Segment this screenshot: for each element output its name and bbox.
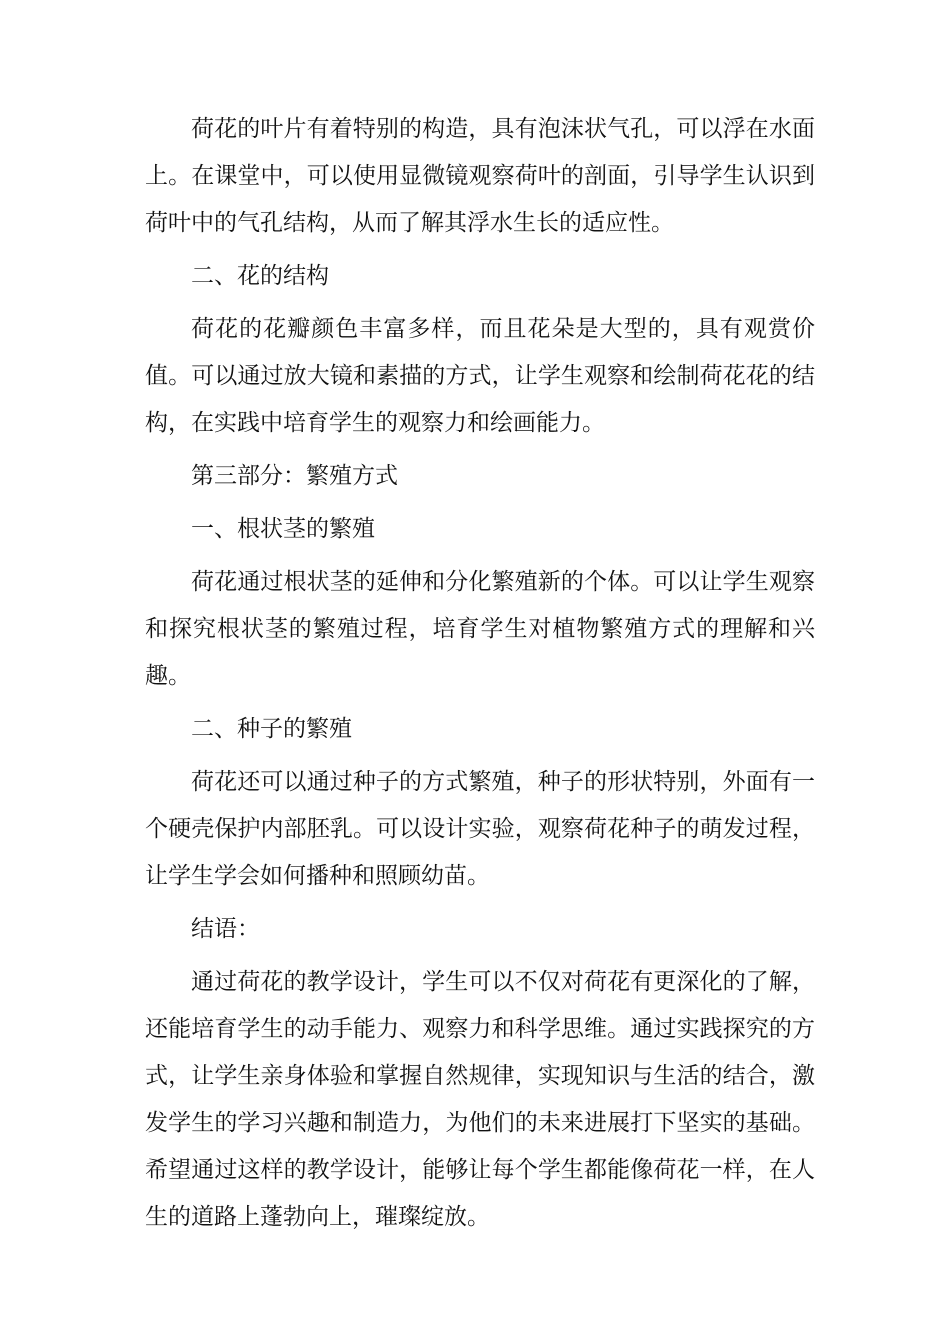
paragraph-flower-structure: 荷花的花瓣颜色丰富多样，而且花朵是大型的，具有观赏价值。可以通过放大镜和素描的方式，让学生观察和绘制荷花花的结构，在实践中培育学生的观察力和绘画能力。 xyxy=(145,316,815,436)
paragraph-leaf-structure: 荷花的叶片有着特别的构造，具有泡沫状气孔，可以浮在水面上。在课堂中，可以使用显微镜观察荷叶的剖面，引导学生认识到荷叶中的气孔结构，从而了解其浮水生长的适应性。 xyxy=(145,116,815,236)
heading-rhizome-reproduction: 一、根状茎的繁殖 xyxy=(191,516,375,542)
document-body xyxy=(145,106,815,1241)
heading-part-three: 第三部分：繁殖方式 xyxy=(191,463,398,489)
heading-conclusion: 结语： xyxy=(191,916,260,942)
heading-flower-structure: 二、花的结构 xyxy=(191,263,329,289)
heading-seed-reproduction: 二、种子的繁殖 xyxy=(191,716,352,742)
paragraph-conclusion: 通过荷花的教学设计，学生可以不仅对荷花有更深化的了解，还能培育学生的动手能力、观察力和科学思维。通过实践探究的方式，让学生亲身体验和掌握自然规律，实现知识与生活的结合，激发学生的学习兴趣和制造力，为他们的未来进展打下坚实的基础。希望通过这样的教学设计，能够让每个学生都能像荷花一样，在人生的道路上蓬勃向上，璀璨绽放。 xyxy=(145,969,815,1230)
paragraph-seed-reproduction: 荷花还可以通过种子的方式繁殖，种子的形状特别，外面有一个硬壳保护内部胚乳。可以设计实验，观察荷花种子的萌发过程，让学生学会如何播种和照顾幼苗。 xyxy=(145,769,815,889)
paragraph-rhizome-reproduction: 荷花通过根状茎的延伸和分化繁殖新的个体。可以让学生观察和探究根状茎的繁殖过程，培育学生对植物繁殖方式的理解和兴趣。 xyxy=(145,569,815,689)
